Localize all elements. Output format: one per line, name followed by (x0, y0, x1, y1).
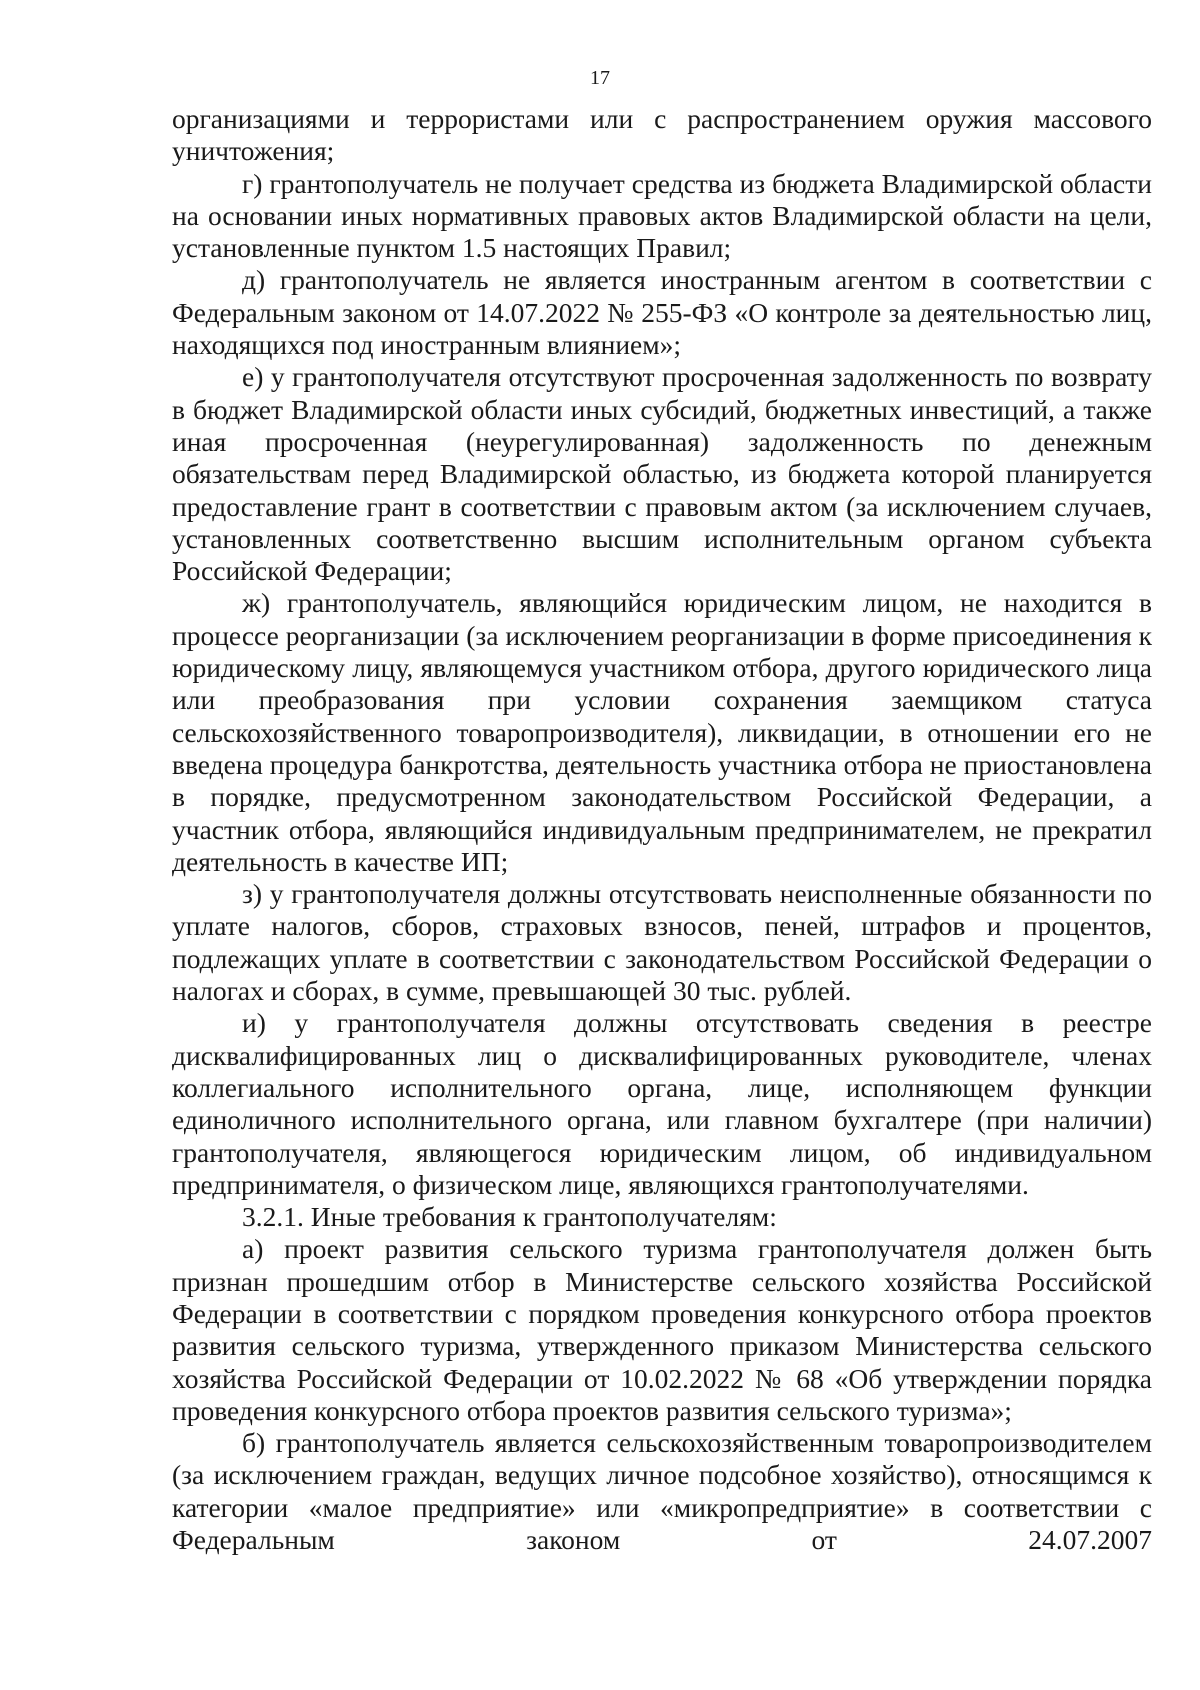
paragraph-item-zh: ж) грантополучатель, являющийся юридическим лицом, не находится в процессе реорганизации (за исключением реорганизации в форме присоединения к юридическому лицу, являющемуся участником отбора, другого юридического лица или преобразования при условии сохранения заемщиком статуса сельскохозяйственного товаропроизводителя), ликвидации, в отношении его не введена процедура банкротства, деятельность участника отбора не приостановлена в порядке, предусмотренном законодательством Российской Федерации, а участник отбора, являющийся индивидуальным предпринимателем, не прекратил деятельность в качестве ИП; (172, 587, 1152, 877)
paragraph-item-d: д) грантополучатель не является иностранным агентом в соответствии с Федеральным законом от 14.07.2022 № 255-ФЗ «О контроле за деятельностью лиц, находящихся под иностранным влиянием»; (172, 264, 1152, 361)
paragraph-item-e: е) у грантополучателя отсутствуют просроченная задолженность по возврату в бюджет Владимирской области иных субсидий, бюджетных инвестиций, а также иная просроченная (неурегулированная) задолженность по денежным обязательствам перед Владимирской областью, из бюджета которой планируется предоставление грант в соответствии с правовым актом (за исключением случаев, установленных соответственно высшим исполнительным органом субъекта Российской Федерации; (172, 361, 1152, 587)
paragraph-item-b: б) грантополучатель является сельскохозяйственным товаропроизводителем (за исключением граждан, ведущих личное подсобное хозяйство), относящимся к категории «малое предприятие» или «микропредприятие» в соответствии с Федеральным законом от 24.07.2007 (172, 1427, 1152, 1556)
section-heading-3-2-1: 3.2.1. Иные требования к грантополучателям: (242, 1201, 777, 1233)
page-number: 17 (590, 67, 610, 89)
paragraph-item-z: з) у грантополучателя должны отсутствовать неисполненные обязанности по уплате налогов, сборов, страховых взносов, пеней, штрафов и процентов, подлежащих уплате в соответствии с законодательством Российской Федерации о налогах и сборах, в сумме, превышающей 30 тыс. рублей. (172, 878, 1152, 1007)
paragraph-continuation: организациями и террористами или с распространением оружия массового уничтожения; (172, 103, 1152, 167)
paragraph-item-g: г) грантополучатель не получает средства из бюджета Владимирской области на основании иных нормативных правовых актов Владимирской области на цели, установленные пунктом 1.5 настоящих Правил; (172, 167, 1152, 264)
paragraph-item-i: и) у грантополучателя должны отсутствовать сведения в реестре дисквалифицированных лиц о дисквалифицированных руководителе, членах коллегиального исполнительного органа, лице, исполняющем функции единоличного исполнительного органа, или главном бухгалтере (при наличии) грантополучателя, являющегося юридическим лицом, об индивидуальном предпринимателя, о физическом лице, являющихся грантополучателями. (172, 1007, 1152, 1200)
document-body (172, 103, 1152, 1556)
paragraph-item-a: а) проект развития сельского туризма грантополучателя должен быть признан прошедшим отбор в Министерстве сельского хозяйства Российской Федерации в соответствии с порядком проведения конкурсного отбора проектов развития сельского туризма, утвержденного приказом Министерства сельского хозяйства Российской Федерации от 10.02.2022 № 68 «Об утверждении порядка проведения конкурсного отбора проектов развития сельского туризма»; (172, 1233, 1152, 1426)
